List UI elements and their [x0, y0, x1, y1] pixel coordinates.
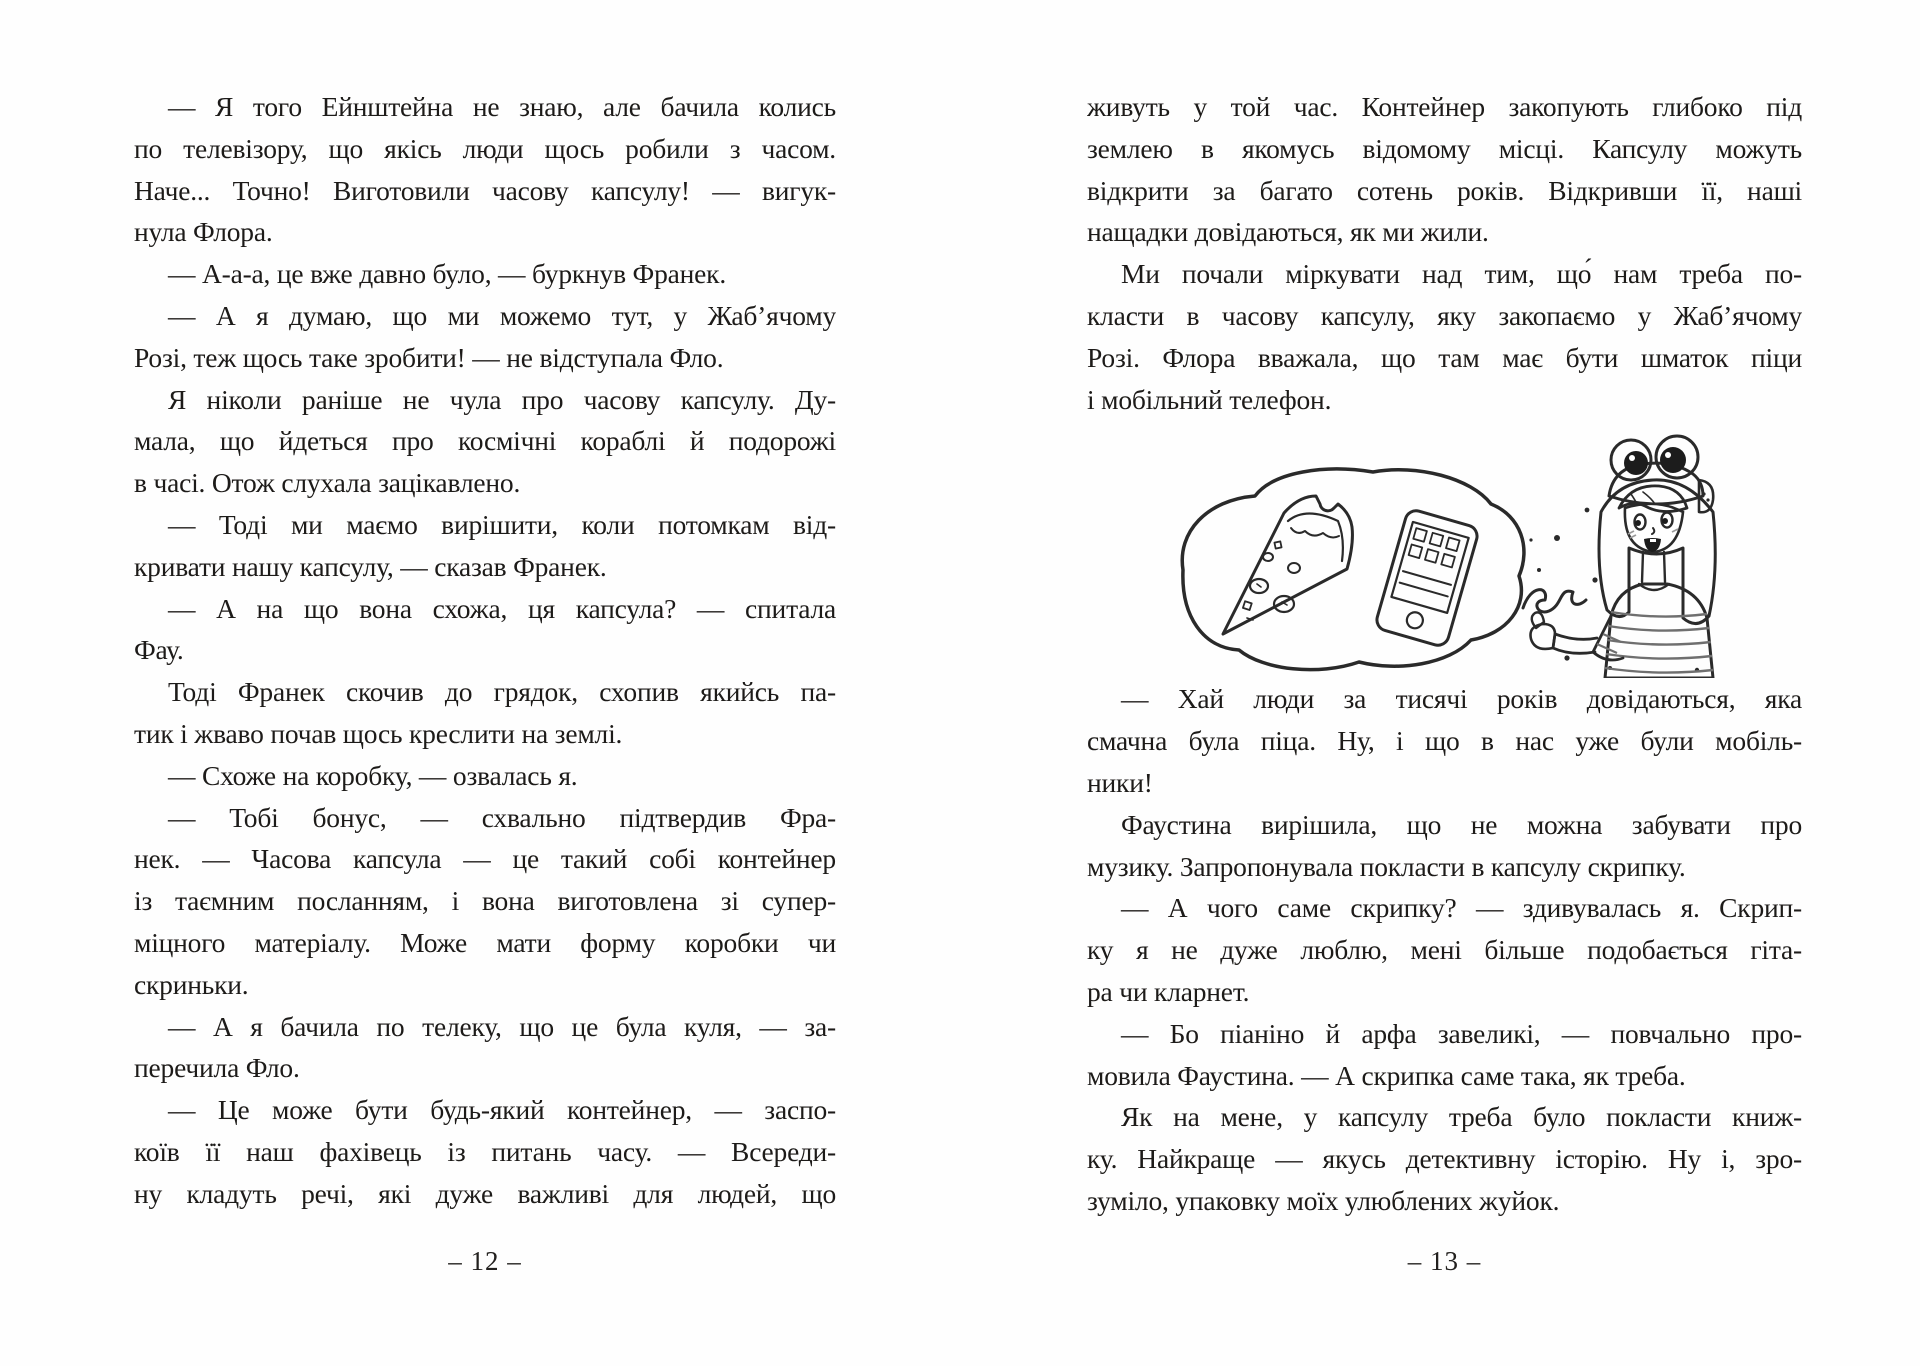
text-line: Фау.: [134, 634, 184, 666]
text-line: Наче... Точно! Виготовили часову капсулу! — вигук-: [134, 174, 836, 206]
text-line: зуміло, упаковку моїх улюблених жуйок.: [1087, 1184, 1560, 1216]
page-number-right: – 13 –: [1407, 1246, 1482, 1276]
text-line: перечила Фло.: [134, 1052, 300, 1084]
text-line: живуть у той час. Контейнер закопують глибоко під: [1087, 91, 1802, 122]
text-line: нула Флора.: [134, 216, 273, 248]
text-line: міцного матеріалу. Може мати форму коробки чи: [134, 926, 836, 958]
text-line: — Я того Ейнштейна не знаю, але бачила колись: [168, 91, 836, 122]
text-line: — А на що вона схожа, ця капсула? — спитала: [168, 592, 836, 624]
page-number-left: – 12 –: [448, 1246, 522, 1276]
text-line: — Хай люди за тисячі років довідаються, яка: [1121, 683, 1802, 715]
text-line: Розі, теж щось таке зробити! — не відступала Фло.: [134, 341, 724, 373]
text-line: класти в часову капсулу, яку закопаємо у Жаб’ячому: [1087, 299, 1802, 331]
text-line: Я ніколи раніше не чула про часову капсулу. Ду-: [168, 383, 836, 415]
text-line: Розі. Флора вважала, що там має бути шматок піци: [1087, 341, 1802, 373]
text-line: Як на мене, у капсулу треба було покласти книж-: [1121, 1101, 1802, 1133]
text-line: Фаустина вирішила, що не можна забувати про: [1121, 808, 1802, 840]
text-line: Тоді Франек скочив до грядок, схопив якийсь па-: [168, 676, 836, 708]
text-line: скриньки.: [134, 968, 249, 1000]
text-line: нащадки довідаються, як ми жили.: [1087, 216, 1489, 248]
text-line: ники!: [1087, 766, 1153, 798]
text-line: мовила Фаустина. — А скрипка саме така, як треба.: [1087, 1059, 1686, 1091]
text-line: — Тоді ми маємо вирішити, коли потомкам від-: [168, 508, 836, 540]
text-line: із таємним посланням, і вона виготовлена зі супер-: [134, 885, 836, 917]
text-line: в часі. Отож слухала зацікавлено.: [134, 467, 521, 499]
illustration-mobile-phone: [1374, 509, 1479, 649]
text-line: коїв її наш фахівець із питань часу. — Всереди-: [134, 1135, 836, 1167]
text-line: — Тобі бонус, — схвально підтвердив Фра-: [168, 801, 836, 833]
page-right-text-bottom: [1087, 678, 1802, 1221]
page-right-text-top: [1087, 86, 1802, 420]
page-right-text-column: [1087, 86, 1802, 1222]
illustration-squiggle-line: [1523, 590, 1586, 612]
text-line: — Це може бути будь-який контейнер, — заспо-: [168, 1094, 836, 1126]
text-line: — А я думаю, що ми можемо тут, у Жаб’ячому: [168, 299, 836, 331]
text-line: тик і жваво почав щось креслити на землі.: [134, 717, 623, 749]
thought-bubble: [1182, 469, 1524, 670]
text-line: ку. Найкраще — якусь детективну історію. Ну і, зро-: [1087, 1143, 1802, 1175]
text-line: — А я бачила по телеку, що це була куля, — за-: [168, 1010, 836, 1042]
text-line: ку я не дуже люблю, мені більше подобається гіта-: [1087, 934, 1802, 966]
illustration-girl-frog-hat: [1531, 436, 1716, 678]
text-line: — А-а-а, це вже давно було, — буркнув Франек.: [168, 258, 726, 290]
text-line: Ми почали міркувати над тим, що́ нам треба по-: [1121, 258, 1802, 290]
illustration-girl-imagining: [1087, 420, 1802, 678]
text-line: ну кладуть речі, які дуже важливі для людей, що: [134, 1177, 836, 1209]
text-line: мала, що йдеться про космічні кораблі й подорожі: [134, 425, 836, 457]
text-line: — А чого саме скрипку? — здивувалась я. Скрип-: [1121, 892, 1802, 924]
illustration-pizza-slice: [1223, 496, 1352, 634]
text-line: музику. Запропонувала покласти в капсулу скрипку.: [1087, 850, 1686, 882]
text-line: відкрити за багато сотень років. Відкривши її, наші: [1087, 174, 1802, 206]
text-line: і мобільний телефон.: [1087, 383, 1332, 415]
text-line: нек. — Часова капсула — це такий собі контейнер: [134, 843, 836, 875]
text-line: кривати нашу капсулу, — сказав Франек.: [134, 550, 607, 582]
text-line: ра чи кларнет.: [1087, 975, 1250, 1007]
text-line: — Схоже на коробку, — озвалась я.: [168, 759, 578, 791]
text-line: по телевізору, що якісь люди щось робили з часом.: [134, 132, 836, 164]
text-line: землею в якомусь відомому місці. Капсулу можуть: [1087, 132, 1802, 164]
text-line: смачна була піца. Ну, і що в нас уже були мобіль-: [1087, 725, 1802, 757]
text-line: — Бо піаніно й арфа завеликі, — повчально про-: [1121, 1017, 1802, 1049]
page-left-text-column: [134, 86, 836, 1215]
illustration-svg: [1087, 420, 1802, 678]
